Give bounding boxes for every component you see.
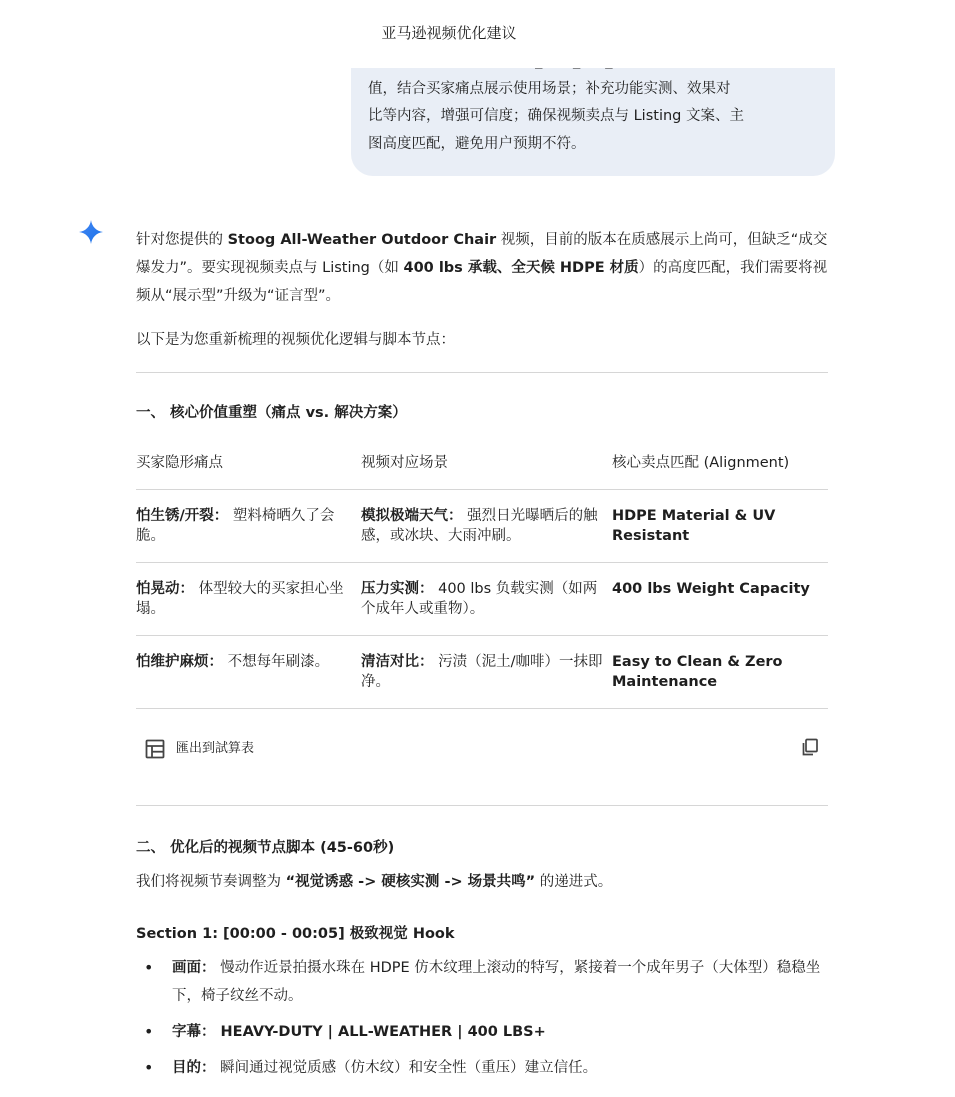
cell-label: 清洁对比： — [361, 654, 434, 670]
intro-text-3: ）的高度匹配，我们需要将视频从“展示型”升级为“证言型”。 — [136, 260, 828, 304]
table-actions — [136, 709, 828, 785]
bullet-label: 字幕： — [172, 1024, 216, 1040]
table-cell: 400 lbs Weight Capacity — [612, 563, 828, 636]
top-bar — [0, 0, 955, 68]
table-cell — [136, 636, 361, 709]
bullet-text: 慢动作近景拍摄水珠在 HDPE 仿木纹理上滚动的特写，紧接着一个成年男子（大体型）稳稳坐下，椅子纹丝不动。 — [172, 960, 821, 1004]
user-message-line: 图高度匹配，避免用户预期不符。 — [368, 135, 586, 152]
paragraph-text: 的递进式。 — [535, 874, 613, 890]
section-2-paragraph — [136, 868, 828, 896]
bullet-label: 画面： — [172, 960, 216, 976]
user-message-line: 比等内容，增强可信度；确保视频卖点与 Listing 文案、主 — [368, 108, 744, 124]
gemini-spark-icon — [78, 219, 104, 245]
export-to-sheets-button[interactable] — [144, 735, 254, 763]
cell-text: 400 lbs 负载实测（如两个成年人或重物）。 — [361, 581, 598, 617]
cell-label: 压力实测： — [361, 581, 434, 597]
list-item — [136, 1018, 828, 1046]
lead-paragraph: 以下是为您重新梳理的视频优化逻辑与脚本节点： — [136, 332, 455, 348]
conversation-title[interactable]: 亚马逊视频优化建议 — [381, 24, 517, 42]
cell-label: 怕晃动： — [136, 581, 194, 597]
divider — [136, 372, 828, 373]
table-cell — [136, 490, 361, 563]
table-cell — [136, 563, 361, 636]
paragraph-text: 我们将视频节奏调整为 — [136, 874, 286, 890]
table-row — [136, 563, 828, 636]
table-grid-icon — [144, 738, 166, 760]
bullet-text: 瞬间通过视觉质感（仿木纹）和安全性（重压）建立信任。 — [215, 1060, 598, 1076]
product-name: Stoog All-Weather Outdoor Chair — [227, 232, 497, 248]
column-header: 视频对应场景 — [361, 445, 612, 490]
list-item — [136, 954, 828, 1010]
column-header: 买家隐形痛点 — [136, 445, 361, 490]
bullet-text: HEAVY-DUTY | ALL-WEATHER | 400 LBS+ — [215, 1024, 546, 1040]
table-row — [136, 490, 828, 563]
copy-icon[interactable] — [800, 737, 820, 757]
table-cell — [361, 636, 612, 709]
list-item — [136, 1054, 828, 1082]
section-2-heading: 二、 优化后的视频节点脚本 (45-60秒) — [136, 840, 395, 856]
user-message-bubble — [351, 50, 835, 176]
table-cell — [361, 490, 612, 563]
script-bullet-list — [136, 954, 828, 1082]
export-label: 匯出到試算表 — [176, 741, 255, 756]
table-header-row — [136, 445, 828, 490]
cell-label: 怕生锈/开裂： — [136, 508, 229, 524]
divider — [136, 805, 828, 806]
cell-text: 体型较大的买家担心坐塌。 — [136, 581, 344, 617]
cell-text: 污渍（泥土/咖啡）一抹即净。 — [361, 654, 603, 690]
response-content — [136, 226, 828, 1082]
cell-text: 强烈日光曝晒后的触感，或冰块、大雨冲刷。 — [361, 508, 598, 544]
table-cell — [361, 563, 612, 636]
cell-label: 怕维护麻烦： — [136, 654, 223, 670]
bullet-label: 目的： — [172, 1060, 216, 1076]
user-message-line: 值，结合买家痛点展示使用场景；补充功能实测、效果对 — [368, 80, 731, 97]
cell-label: 模拟极端天气： — [361, 508, 463, 524]
cell-text: 不想每年刷漆。 — [223, 654, 330, 670]
intro-text-2: 视频，目前的版本在质感展示上尚可，但缺乏“成交爆发力”。要实现视频卖点与 Listing（如 — [136, 232, 828, 276]
intro-paragraph — [136, 226, 828, 310]
pain-point-table — [136, 445, 828, 709]
table-cell: HDPE Material & UV Resistant — [612, 490, 828, 563]
cell-text: 塑料椅晒久了会脆。 — [136, 508, 335, 544]
column-header: 核心卖点匹配 (Alignment) — [612, 445, 828, 490]
script-section-title: Section 1: [00:00 - 00:05] 极致视觉 Hook — [136, 926, 455, 942]
table-cell: Easy to Clean & Zero Maintenance — [612, 636, 828, 709]
key-specs: 400 lbs 承载、全天候 HDPE 材质 — [403, 260, 639, 276]
rhythm-highlight: “视觉诱惑 -> 硬核实测 -> 场景共鸣” — [285, 874, 536, 890]
table-row — [136, 636, 828, 709]
section-1-heading: 一、 核心价值重塑（痛点 vs. 解决方案） — [136, 405, 407, 421]
intro-text-1: 针对您提供的 — [136, 232, 228, 248]
